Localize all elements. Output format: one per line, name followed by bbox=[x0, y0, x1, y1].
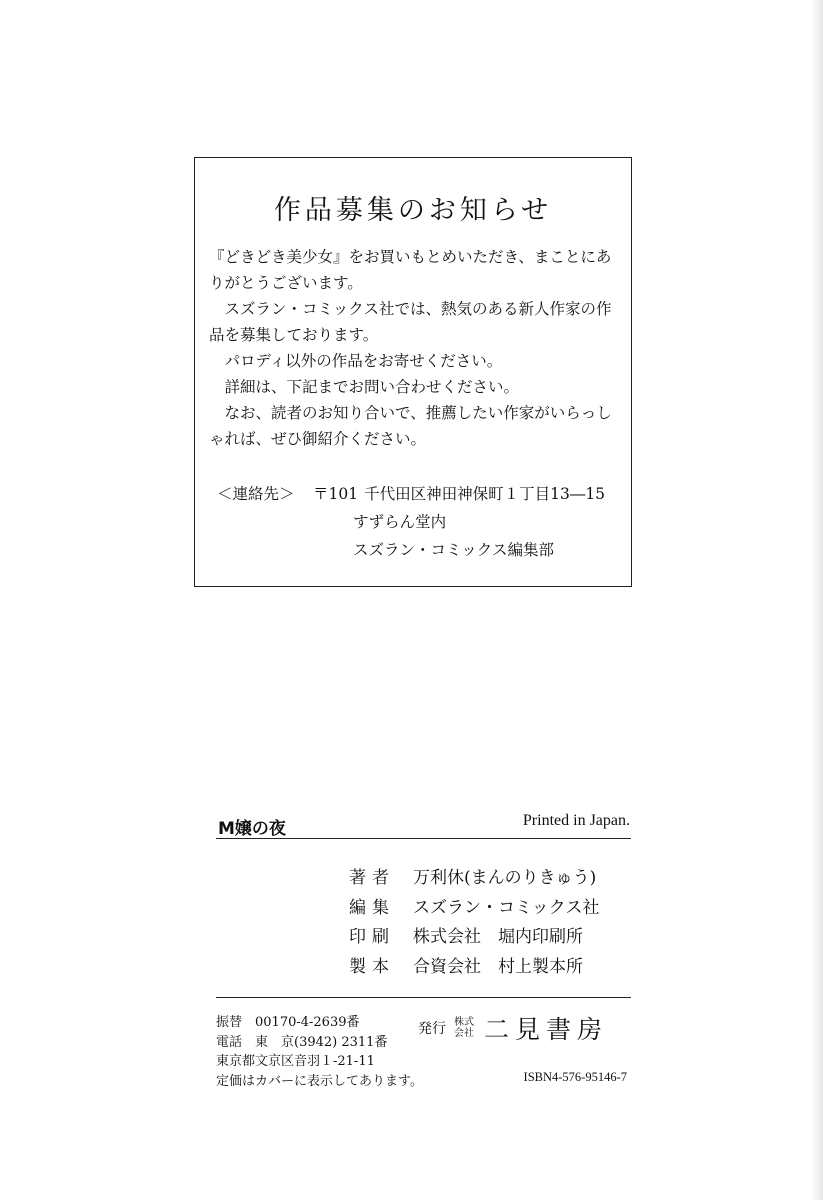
isbn: ISBN4-576-95146-7 bbox=[523, 1070, 627, 1084]
printed-in-japan: Printed in Japan. bbox=[522, 812, 630, 829]
credit-value: 株式会社 堀内印刷所 bbox=[413, 927, 583, 947]
corporation-mark bbox=[454, 1017, 474, 1039]
notice-line: ゃれば、ぜひ御紹介ください。 bbox=[209, 430, 427, 448]
publisher-name: 二見書房 bbox=[484, 1015, 609, 1044]
call-for-submissions-box bbox=[194, 157, 632, 587]
book-title: M嬢の夜 bbox=[218, 819, 286, 839]
credit-role: 印刷 bbox=[349, 927, 395, 947]
publisher-info bbox=[216, 1013, 423, 1091]
notice-title: 作品募集のお知らせ bbox=[273, 195, 553, 226]
credit-value: 合資会社 村上製本所 bbox=[413, 956, 583, 977]
corporation-mark-bottom: 会社 bbox=[454, 1028, 474, 1039]
notice-body bbox=[209, 244, 617, 452]
phone-number: 電話 東 京(3942) 2311番 bbox=[216, 1034, 388, 1050]
publisher-address: 東京都文京区音羽１-21-11 bbox=[216, 1054, 375, 1069]
notice-line: 品を募集しております。 bbox=[209, 326, 379, 344]
notice-line: パロディ以外の作品をお寄せください。 bbox=[224, 352, 503, 370]
contact-info bbox=[217, 480, 605, 564]
transfer-account: 振替 00170-4-2639番 bbox=[216, 1015, 360, 1030]
notice-line: スズラン・コミックス社では、熱気のある新人作家の作 bbox=[224, 300, 612, 318]
contact-address: 千代田区神田神保町１丁目13―15 bbox=[364, 485, 606, 503]
notice-line: なお、読者のお知り合いで、推薦したい作家がいらっし bbox=[224, 404, 612, 422]
postal-code: 〒101 bbox=[313, 485, 359, 503]
contact-label: ＜連絡先＞ bbox=[217, 485, 295, 503]
page-edge bbox=[811, 0, 823, 1200]
credit-row bbox=[349, 864, 600, 894]
bottom-rule bbox=[216, 997, 631, 998]
credit-role: 編集 bbox=[349, 897, 395, 918]
credit-row bbox=[349, 953, 600, 983]
credit-role: 著者 bbox=[349, 868, 395, 888]
price-note: 定価はカバーに表示してあります。 bbox=[216, 1073, 423, 1089]
corporation-mark-top: 株式 bbox=[454, 1017, 474, 1028]
credit-role: 製本 bbox=[349, 956, 395, 977]
credit-row bbox=[349, 894, 600, 924]
contact-line-3: スズラン・コミックス編集部 bbox=[353, 541, 555, 559]
credits-list bbox=[349, 864, 600, 982]
notice-line: りがとうございます。 bbox=[209, 274, 363, 292]
credit-value: スズラン・コミックス社 bbox=[413, 897, 600, 918]
notice-line: 詳細は、下記までお問い合わせください。 bbox=[224, 378, 520, 396]
notice-line: 『どきどき美少女』をお買いもとめいただき、まことにあ bbox=[209, 248, 612, 266]
publisher-label: 発行 bbox=[418, 1021, 446, 1037]
contact-line-2: すずらん堂内 bbox=[353, 513, 447, 531]
top-rule bbox=[216, 838, 631, 839]
credit-value: 万利休(まんのりきゅう) bbox=[413, 868, 597, 888]
publisher bbox=[418, 1010, 608, 1046]
credit-row bbox=[349, 923, 600, 953]
